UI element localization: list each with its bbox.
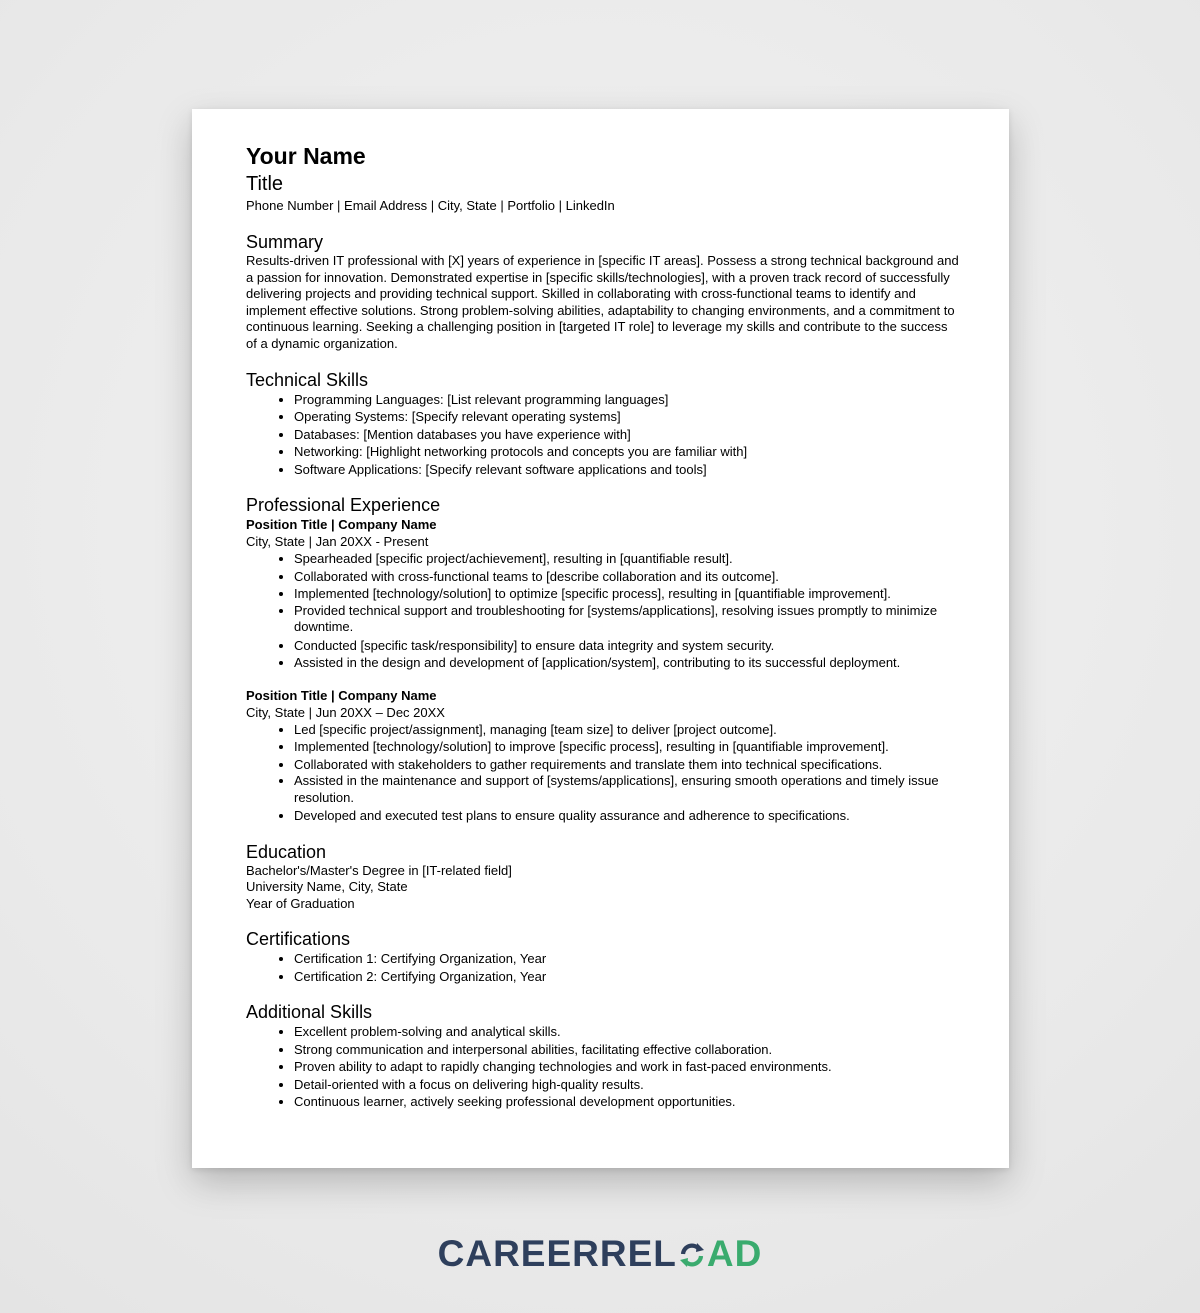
list-item: • Developed and executed test plans to ensure quality assurance and adherence to specifications. xyxy=(294,807,959,825)
list-item: • Spearheaded [specific project/achievement], resulting in [quantifiable result]. xyxy=(294,550,959,568)
resume-name: Your Name xyxy=(246,143,366,169)
list-item: • Certification 2: Certifying Organization, Year xyxy=(294,968,959,986)
job-bullets xyxy=(246,721,959,825)
list-item: • Provided technical support and troubleshooting for [systems/applications], resolving issues promptly to minimize downtime. xyxy=(294,603,959,637)
list-item: • Databases: [Mention databases you have experience with] xyxy=(294,426,959,444)
list-item: • Collaborated with stakeholders to gather requirements and translate them into technical specifications. xyxy=(294,756,959,774)
list-item: • Continuous learner, actively seeking professional development opportunities. xyxy=(294,1093,959,1111)
list-item: • Proven ability to adapt to rapidly changing technologies and work in fast-paced environments. xyxy=(294,1058,959,1076)
education-year: Year of Graduation xyxy=(246,895,355,911)
additional-skills-list xyxy=(246,1023,959,1111)
job-bullets xyxy=(246,550,959,672)
experience-heading: Professional Experience xyxy=(246,495,441,516)
logo-text-rel: REL xyxy=(599,1233,677,1274)
list-item: • Programming Languages: [List relevant programming languages] xyxy=(294,391,959,409)
list-item: • Certification 1: Certifying Organization, Year xyxy=(294,950,959,968)
list-item: • Implemented [technology/solution] to improve [specific process], resulting in [quantifiable improvement]. xyxy=(294,738,959,756)
job-location-dates: City, State | Jan 20XX - Present xyxy=(246,534,429,550)
logo-text-career: CAREER xyxy=(437,1233,600,1274)
resume-page xyxy=(192,109,1009,1168)
summary-text: Results-driven IT professional with [X] years of experience in [specific IT areas]. Possess a strong technical background and a passion for innovation. Demonstrated expertise in [specific skills/technologies], with a proven track record of successfully delivering projects and providing technical support. Skilled in collaborating with cross-functional teams to identify and implement effective solutions. Strong problem-solving abilities, adaptability to changing environments, and a commitment to continuous learning. Seeking a challenging position in [targeted IT role] to leverage my skills and contribute to the success of a dynamic organization. xyxy=(246,253,959,351)
job-position: Position Title | Company Name xyxy=(246,687,437,703)
list-item: • Excellent problem-solving and analytical skills. xyxy=(294,1023,959,1041)
education-school: University Name, City, State xyxy=(246,879,408,895)
list-item: • Implemented [technology/solution] to optimize [specific process], resulting in [quantifiable improvement]. xyxy=(294,585,959,603)
list-item: • Strong communication and interpersonal abilities, facilitating effective collaboration. xyxy=(294,1041,959,1059)
education-heading: Education xyxy=(246,841,327,862)
contact-line: Phone Number | Email Address | City, State | Portfolio | LinkedIn xyxy=(246,198,615,213)
list-item: • Assisted in the maintenance and support of [systems/applications], ensuring smooth operations and timely issue resolution. xyxy=(294,773,959,807)
technical-skills-list xyxy=(246,391,959,479)
logo-text-ad: AD xyxy=(706,1233,763,1274)
list-item: • Assisted in the design and development of [application/system], contributing to its successful deployment. xyxy=(294,654,959,672)
additional-skills-heading: Additional Skills xyxy=(246,1002,373,1023)
certifications-list xyxy=(246,950,959,985)
list-item: • Networking: [Highlight networking protocols and concepts you are familiar with] xyxy=(294,443,959,461)
careerreload-logo xyxy=(0,1232,1200,1276)
job-location-dates: City, State | Jun 20XX – Dec 20XX xyxy=(246,704,445,720)
technical-skills-heading: Technical Skills xyxy=(246,369,369,390)
list-item: • Operating Systems: [Specify relevant operating systems] xyxy=(294,408,959,426)
list-item: • Conducted [specific task/responsibility] to ensure data integrity and system security. xyxy=(294,637,959,655)
resume-title: Title xyxy=(246,173,284,195)
job-position: Position Title | Company Name xyxy=(246,517,437,533)
list-item: • Detail-oriented with a focus on delivering high-quality results. xyxy=(294,1076,959,1094)
education-degree: Bachelor's/Master's Degree in [IT-related field] xyxy=(246,862,512,878)
certifications-heading: Certifications xyxy=(246,929,351,950)
reload-arrows-icon xyxy=(678,1235,706,1263)
list-item: • Collaborated with cross-functional teams to [describe collaboration and its outcome]. xyxy=(294,568,959,586)
list-item: • Software Applications: [Specify relevant software applications and tools] xyxy=(294,461,959,479)
summary-heading: Summary xyxy=(246,232,324,252)
list-item: • Led [specific project/assignment], managing [team size] to deliver [project outcome]. xyxy=(294,721,959,739)
